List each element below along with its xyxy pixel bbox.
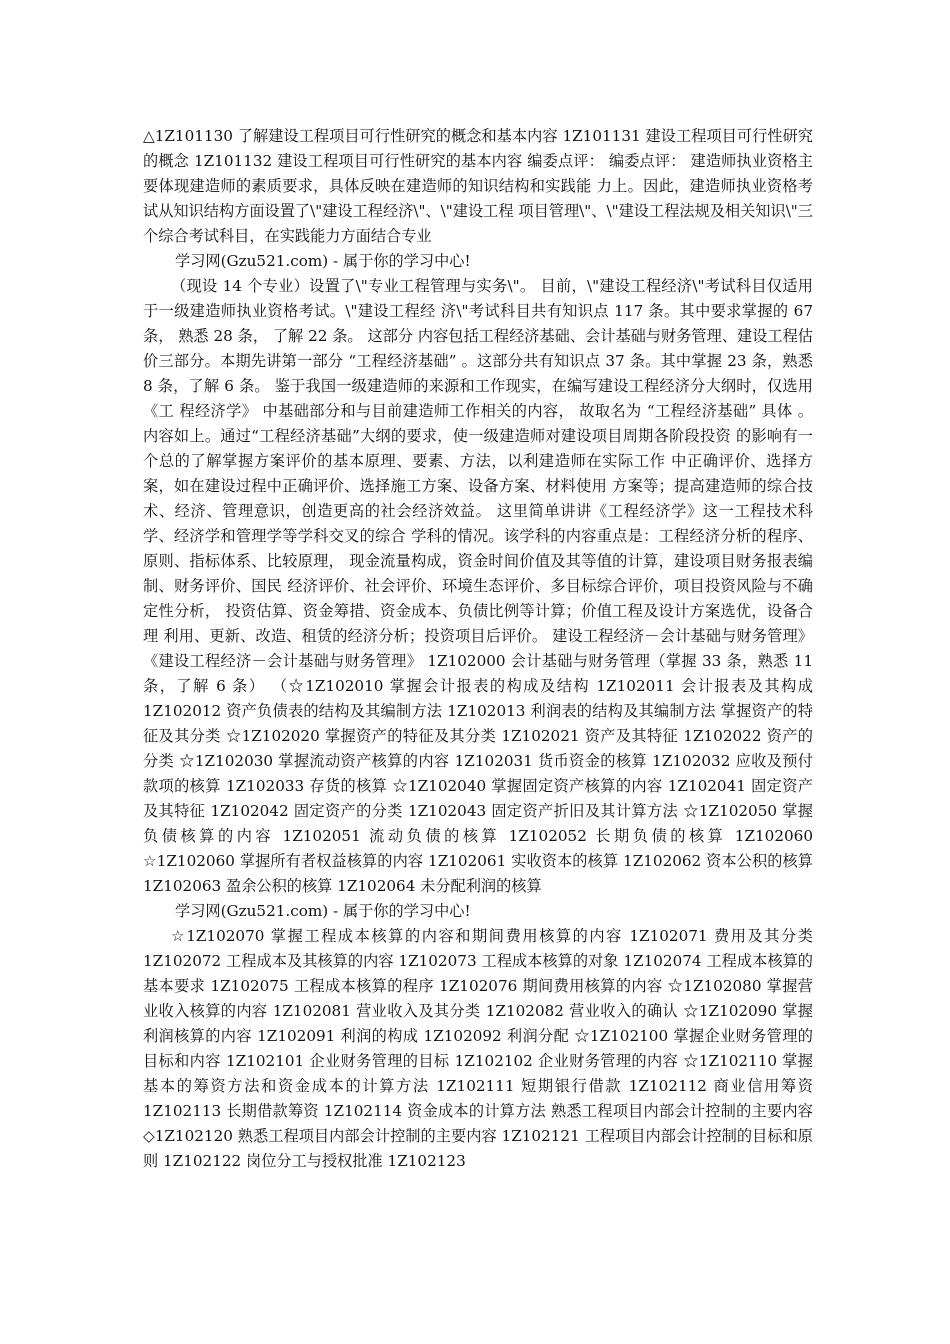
site-banner: 学习网(Gzu521.com) - 属于你的学习中心!	[175, 252, 471, 270]
document-body	[143, 124, 813, 1174]
site-banner: 学习网(Gzu521.com) - 属于你的学习中心!	[175, 902, 471, 920]
paragraph-cost-accounting: ☆1Z102070 掌握工程成本核算的内容和期间费用核算的内容 1Z102071 费用及其分类 1Z102072 工程成本及其核算的内容 1Z102073 工程成本核算的对象 1Z102074 工程成本核算的基本要求 1Z102075 工程成本核算的程序 1Z102076 期间费用核算的内容 ☆1Z102080 掌握营业收入核算的内容 1Z102081 营业收入及其分类 1Z102082 营业收入的确认 ☆1Z102090 掌握利润核算的内容 1Z102091 利润的构成 1Z102092 利润分配 ☆1Z102100 掌握企业财务管理的目标和内容 1Z102101 企业财务管理的目标 1Z102102 企业财务管理的内容 ☆1Z102110 掌握基本的筹资方法和资金成本的计算方法 1Z102111 短期银行借款 1Z102112 商业信用筹资 1Z102113 长期借款筹资 1Z102114 资金成本的计算方法 熟悉工程项目内部会计控制的主要内容 ◇1Z102120 熟悉工程项目内部会计控制的主要内容 1Z102121 工程项目内部会计控制的目标和原则 1Z102122 岗位分工与授权批准 1Z102123	[143, 927, 813, 1170]
paragraph-economics: （现设 14 个专业）设置了\"专业工程管理与实务\"。 目前，\"建设工程经济\"考试科目仅适用于一级建造师执业资格考试。\"建设工程经 济\"考试科目共有知识点 117 条。其中要求掌握的 67 条， 熟悉 28 条， 了解 22 条。 这部分 内容包括工程经济基础、会计基础与财务管理、建设工程估价三部分。本期先讲第一部分 “工程经济基础” 。这部分共有知识点 37 条。其中掌握 23 条，熟悉 8 条，了解 6 条。 鉴于我国一级建造师的来源和工作现实，在编写建设工程经济分大纲时，仅选用《工 程经济学》 中基础部分和与目前建造师工作相关的内容， 故取名为 “工程经济基础” 具体 。 内容如上。通过“工程经济基础”大纲的要求，使一级建造师对建设项目周期各阶段投资 的影响有一个总的了解掌握方案评价的基本原理、要素、方法，以利建造师在实际工作 中正确评价、选择方案，如在建设过程中正确评价、选择施工方案、设备方案、材料使用 方案等；提高建造师的综合技术、经济、管理意识，创造更高的社会经济效益。 这里简单讲讲《工程经济学》这一工程技术科学、经济学和管理学等学科交叉的综合 学科的情况。该学科的内容重点是：工程经济分析的程序、原则、指标体系、比较原理， 现金流量构成，资金时间价值及其等值的计算，建设项目财务报表编制、财务评价、国民 经济评价、社会评价、环境生态评价、多目标综合评价，项目投资风险与不确定性分析， 投资估算、资金筹措、资金成本、负债比例等计算；价值工程及设计方案选优，设备合理 利用、更新、改造、租赁的经济分析；投资项目后评价。 建设工程经济－会计基础与财务管理》 《建设工程经济－会计基础与财务管理》 1Z102000 会计基础与财务管理（掌握 33 条，熟悉 11 条，了解 6 条） （☆1Z102010 掌握会计报表的构成及结构 1Z102011 会计报表及其构成 1Z102012 资产负债表的结构及其编制方法 1Z102013 利润表的结构及其编制方法 掌握资产的特征及其分类 ☆1Z102020 掌握资产的特征及其分类 1Z102021 资产及其特征 1Z102022 资产的分类 ☆1Z102030 掌握流动资产核算的内容 1Z102031 货币资金的核算 1Z102032 应收及预付款项的核算 1Z102033 存货的核算 ☆1Z102040 掌握固定资产核算的内容 1Z102041 固定资产及其特征 1Z102042 固定资产的分类 1Z102043 固定资产折旧及其计算方法 ☆1Z102050 掌握负债核算的内容 1Z102051 流动负债的核算 1Z102052 长期负债的核算 1Z102060 ☆1Z102060 掌握所有者权益核算的内容 1Z102061 实收资本的核算 1Z102062 资本公积的核算 1Z102063 盈余公积的核算 1Z102064 未分配利润的核算	[143, 277, 813, 895]
paragraph-intro: △1Z101130 了解建设工程项目可行性研究的概念和基本内容 1Z101131 建设工程项目可行性研究的概念 1Z101132 建设工程项目可行性研究的基本内容 编委点评： 编委点评： 建造师执业资格主要体现建造师的素质要求，具体反映在建造师的知识结构和实践能 力上。因此，建造师执业资格考试从知识结构方面设置了\"建设工程经济\"、\"建设工程 项目管理\"、\"建设工程法规及相关知识\"三个综合考试科目，在实践能力方面结合专业	[143, 127, 813, 245]
